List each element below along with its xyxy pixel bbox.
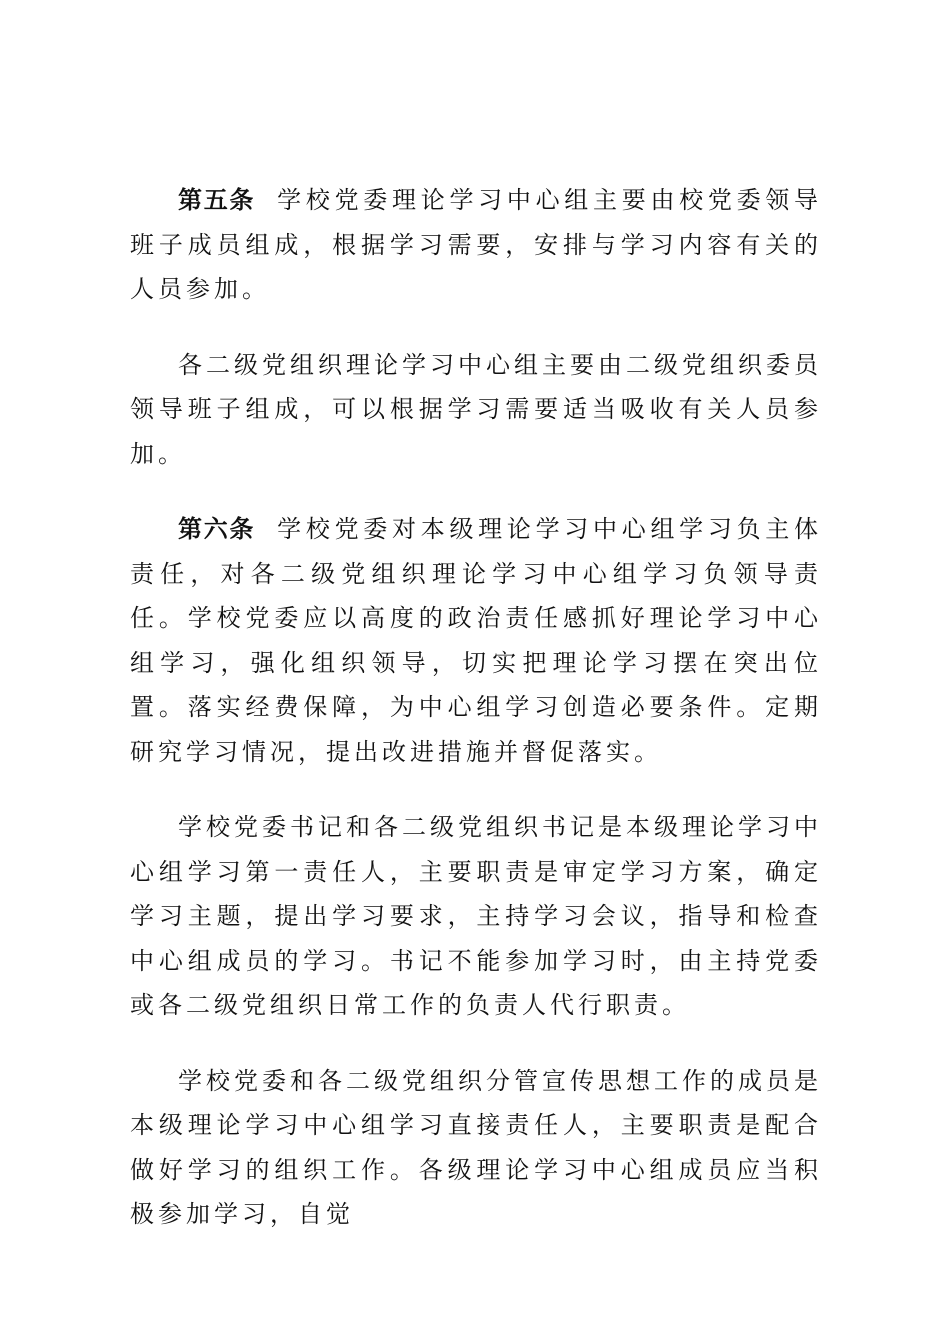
- paragraph-text: 学校党委和各二级党组织分管宣传思想工作的成员是本级理论学习中心组学习直接责任人，主要职责是配合做好学习的组织工作。各级理论学习中心组成员应当积极参加学习，自觉: [130, 1066, 822, 1228]
- paragraph-article-5: [130, 178, 822, 312]
- paragraph-article-6: [130, 507, 822, 774]
- document-body: [130, 178, 822, 1268]
- paragraph-direct-responsible: [130, 1059, 822, 1237]
- paragraph-text: 学校党委对本级理论学习中心组学习负主体责任，对各二级党组织理论学习中心组学习负领导责任。学校党委应以高度的政治责任感抓好理论学习中心组学习，强化组织领导，切实把理论学习摆在突出位置。落实经费保障，为中心组学习创造必要条件。定期研究学习情况，提出改进措施并督促落实。: [130, 515, 823, 766]
- paragraph-text: 学校党委理论学习中心组主要由校党委领导班子成员组成，根据学习需要，安排与学习内容有关的人员参加。: [130, 186, 823, 303]
- paragraph-text: 学校党委书记和各二级党组织书记是本级理论学习中心组学习第一责任人，主要职责是审定学习方案，确定学习主题，提出学习要求，主持学习会议，指导和检查中心组成员的学习。书记不能参加学习时，由主持党委或各二级党组织日常工作的负责人代行职责。: [130, 813, 822, 1019]
- paragraph-first-responsible: [130, 805, 822, 1028]
- article-number: 第六条: [178, 515, 256, 543]
- article-number: 第五条: [178, 186, 256, 214]
- paragraph-secondary-groups: [130, 343, 822, 477]
- paragraph-text: 各二级党组织理论学习中心组主要由二级党组织委员领导班子组成，可以根据学习需要适当吸收有关人员参加。: [130, 350, 822, 468]
